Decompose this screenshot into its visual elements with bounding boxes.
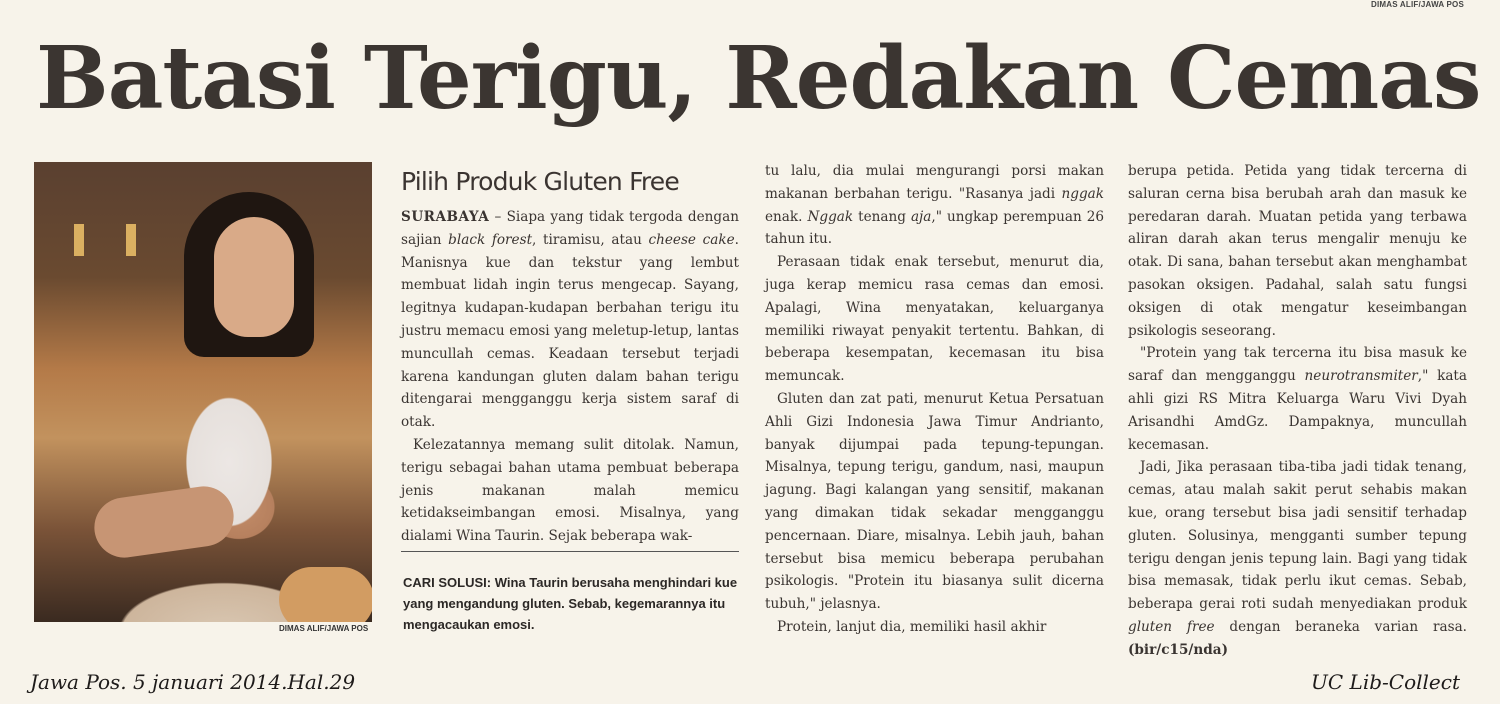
subheadline: Pilih Produk Gluten Free [401,167,679,196]
text-run: Jadi, Jika perasaan tiba-tiba jadi tidak tenang, cemas, atau malah sakit perut sehabis makan kue, orang tersebut bisa jadi sensitif terhadap gluten. Solusinya, mengganti sumber tepung terigu dengan jenis tepung lain. Bagi yang tidak bisa memasak, tidak perlu ikut cemas. Sebab, beberapa gerai roti sudah menyediakan produk [1128,459,1467,613]
paragraph: berupa petida. Petida yang tidak tercerna di saluran cerna bisa berubah arah dan masuk ke peredaran darah. Muatan petida yang terbawa aliran darah akan terus mengalir menuju ke otak. Di sana, bahan tersebut akan menghambat pasokan oksigen. Padahal, salah satu fungsi oksigen di otak mengatur keseimbangan psikologis seseorang. [1128,163,1467,339]
caption-divider [401,551,739,552]
woman-face [214,217,294,337]
paragraph [765,160,1104,251]
author-signature: (bir/c15/nda) [1128,641,1229,658]
paragraph [401,206,739,434]
dateline: SURABAYA [401,209,490,225]
text-run: enak. [765,208,808,225]
headline: Batasi Terigu, Redakan Cemas [36,28,1481,129]
paragraph: Gluten dan zat pati, menurut Ketua Persatuan Ahli Gizi Indonesia Jawa Timur Andrianto, banyak dijumpai pada tepung-tepungan. Misalnya, tepung terigu, gandum, nasi, maupun jagung. Bagi kalangan yang sensitif, makanan yang dimakan tidak sekadar mengganggu pencernaan. Diare, misalnya. Lebih jauh, bahan tersebut bisa memicu beberapa perubahan psikologis. "Protein itu biasanya sulit dicerna tubuh," jelasnya. [765,390,1104,613]
text-italic: black forest [448,231,533,248]
paragraph: Kelezatannya memang sulit ditolak. Namun, terigu sebagai bahan utama pembuat beberapa jenis makanan malah memicu ketidakseimbangan emosi. Misalnya, yang dialami Wina Taurin. Sejak beberapa wak- [401,436,739,545]
text-italic: cheese cake [648,231,735,248]
text-italic: aja [910,208,932,225]
paragraph [1128,456,1467,661]
text-italic: nggak [1061,185,1104,202]
text-italic: gluten free [1128,618,1215,635]
lamp-decoration [74,224,84,256]
paragraph: Perasaan tidak enak tersebut, menurut dia, juga kerap memicu rasa cemas dan emosi. Apalagi, Wina menyatakan, keluarganya memiliki riwayat penyakit tertentu. Bahkan, di beberapa kesempatan, kecemasan itu bisa memuncak. [765,254,1104,385]
article-column-1 [401,206,739,548]
text-run: ," ungkap perempuan 26 tahun itu. [765,208,1104,248]
text-run: . Manisnya kue dan tekstur yang lembut membuat lidah ingin terus mengecap. Sayang, legitnya kudapan-kudapan berbahan terigu itu justru memacu emosi yang meletup-letup, lantas muncullah cemas. Keadaan tersebut terjadi karena kandungan gluten dalam bahan terigu ditengarai mengganggu kerja sistem saraf di otak. [401,231,739,431]
text-run: "Protein yang tak tercerna itu bisa masuk ke saraf dan mengganggu [1128,345,1467,385]
paragraph [1128,342,1467,456]
lamp-decoration [126,224,136,256]
top-photo-credit: DIMAS ALIF/JAWA POS [1371,0,1464,9]
collection-label: UC Lib-Collect [1311,670,1460,694]
text-run: tenang [853,208,911,225]
text-run: dengan beraneka varian rasa. [1214,618,1467,635]
text-italic: Nggak [807,208,854,225]
text-italic: neurotransmiter [1304,368,1418,385]
woman-arm [91,483,238,562]
text-run: , tiramisu, atau [532,231,649,248]
photo-caption: CARI SOLUSI: Wina Taurin berusaha menghindari kue yang mengandung gluten. Sebab, kegemarannya itu mengacaukan emosi. [403,575,738,632]
text-run: – Siapa yang tidak tergoda dengan sajian [401,209,739,248]
text-run: ," kata ahli gizi RS Mitra Keluarga Waru Vivi Dyah Arisandhi AmdGz. Dampaknya, muncullah kecemasan. [1128,368,1467,453]
text-run: tu lalu, dia mulai mengurangi porsi makan makanan berbahan terigu. "Rasanya jadi [765,163,1104,202]
photo-credit: DIMAS ALIF/JAWA POS [279,624,369,633]
paragraph: Protein, lanjut dia, memiliki hasil akhir [777,618,1047,635]
article-column-3 [1128,160,1467,662]
bread-plate [279,567,372,622]
article-column-2 [765,160,1104,639]
source-citation: Jawa Pos. 5 januari 2014.Hal.29 [30,670,356,694]
article-photo [34,162,372,622]
